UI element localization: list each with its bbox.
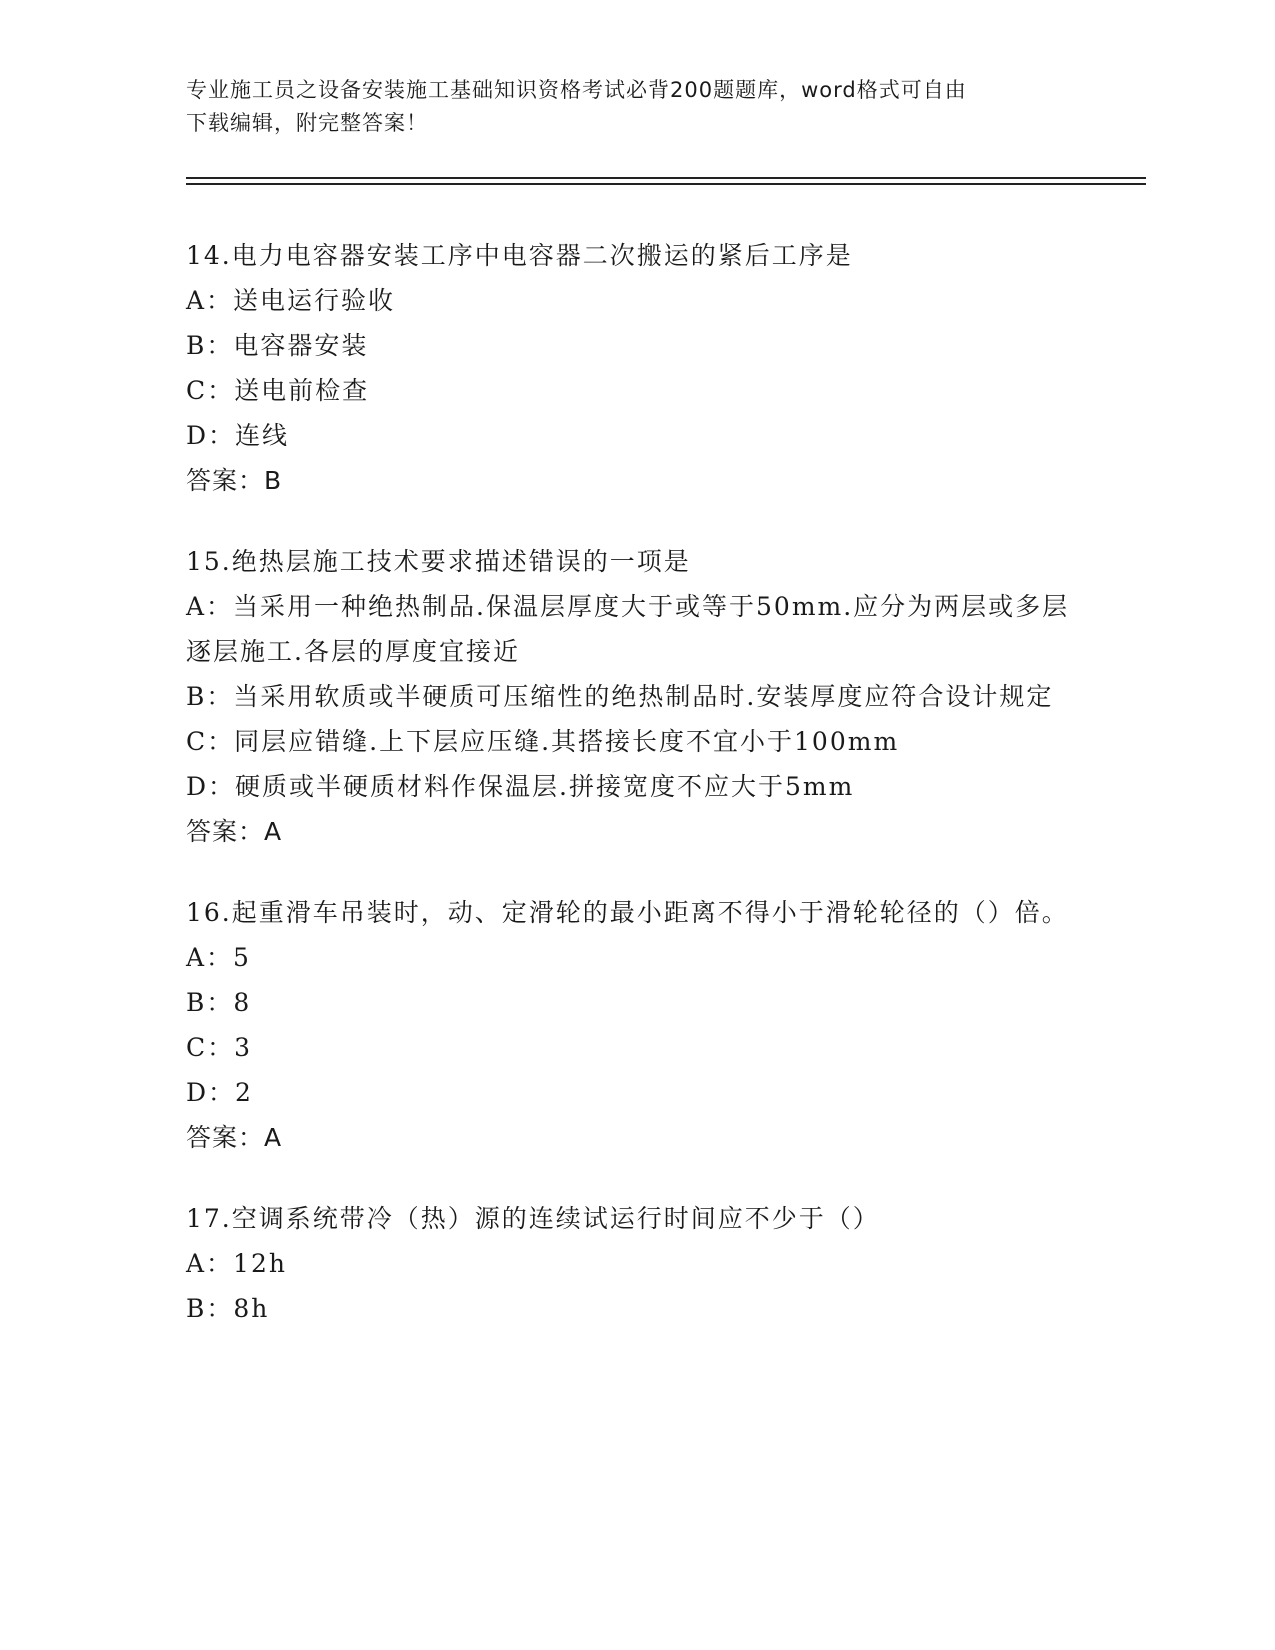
- option-b: B：当采用软质或半硬质可压缩性的绝热制品时.安装厚度应符合设计规定: [186, 682, 1054, 711]
- question-list: [186, 233, 1086, 1367]
- document-header: [186, 74, 1066, 140]
- option-c: C：送电前检查: [186, 376, 370, 405]
- header-title-line2: 下载编辑，附完整答案！: [186, 111, 428, 135]
- option-d: D：2: [186, 1078, 253, 1107]
- option-a: A：送电运行验收: [186, 286, 396, 315]
- answer-label: 答案：A: [186, 817, 283, 846]
- question-item: [186, 890, 1086, 1160]
- question-item: [186, 539, 1086, 854]
- question-stem: 14.电力电容器安装工序中电容器二次搬运的紧后工序是: [186, 241, 853, 270]
- option-b: B：电容器安装: [186, 331, 369, 360]
- question-item: [186, 233, 1086, 503]
- question-stem: 15.绝热层施工技术要求描述错误的一项是: [186, 547, 691, 576]
- option-a: A：12h: [186, 1249, 287, 1278]
- header-divider-bottom: [186, 183, 1146, 185]
- option-a: A：当采用一种绝热制品.保温层厚度大于或等于50mm.应分为两层或多层逐层施工.各层的厚度宜接近: [186, 592, 1070, 666]
- option-d: D：硬质或半硬质材料作保温层.拼接宽度不应大于5mm: [186, 772, 855, 801]
- question-item: [186, 1196, 1086, 1331]
- question-stem: 16.起重滑车吊装时，动、定滑轮的最小距离不得小于滑轮轮径的（）倍。: [186, 898, 1069, 927]
- answer-label: 答案：A: [186, 1123, 283, 1152]
- answer-label: 答案：B: [186, 466, 283, 495]
- option-b: B：8h: [186, 1294, 270, 1323]
- option-d: D：连线: [186, 421, 290, 450]
- option-a: A：5: [186, 943, 251, 972]
- header-title-line1: 专业施工员之设备安装施工基础知识资格考试必背200题题库，word格式可自由: [186, 78, 967, 102]
- header-divider-top: [186, 177, 1146, 179]
- option-c: C：同层应错缝.上下层应压缝.其搭接长度不宜小于100mm: [186, 727, 900, 756]
- question-stem: 17.空调系统带冷（热）源的连续试运行时间应不少于（）: [186, 1204, 880, 1233]
- option-c: C：3: [186, 1033, 253, 1062]
- option-b: B：8: [186, 988, 252, 1017]
